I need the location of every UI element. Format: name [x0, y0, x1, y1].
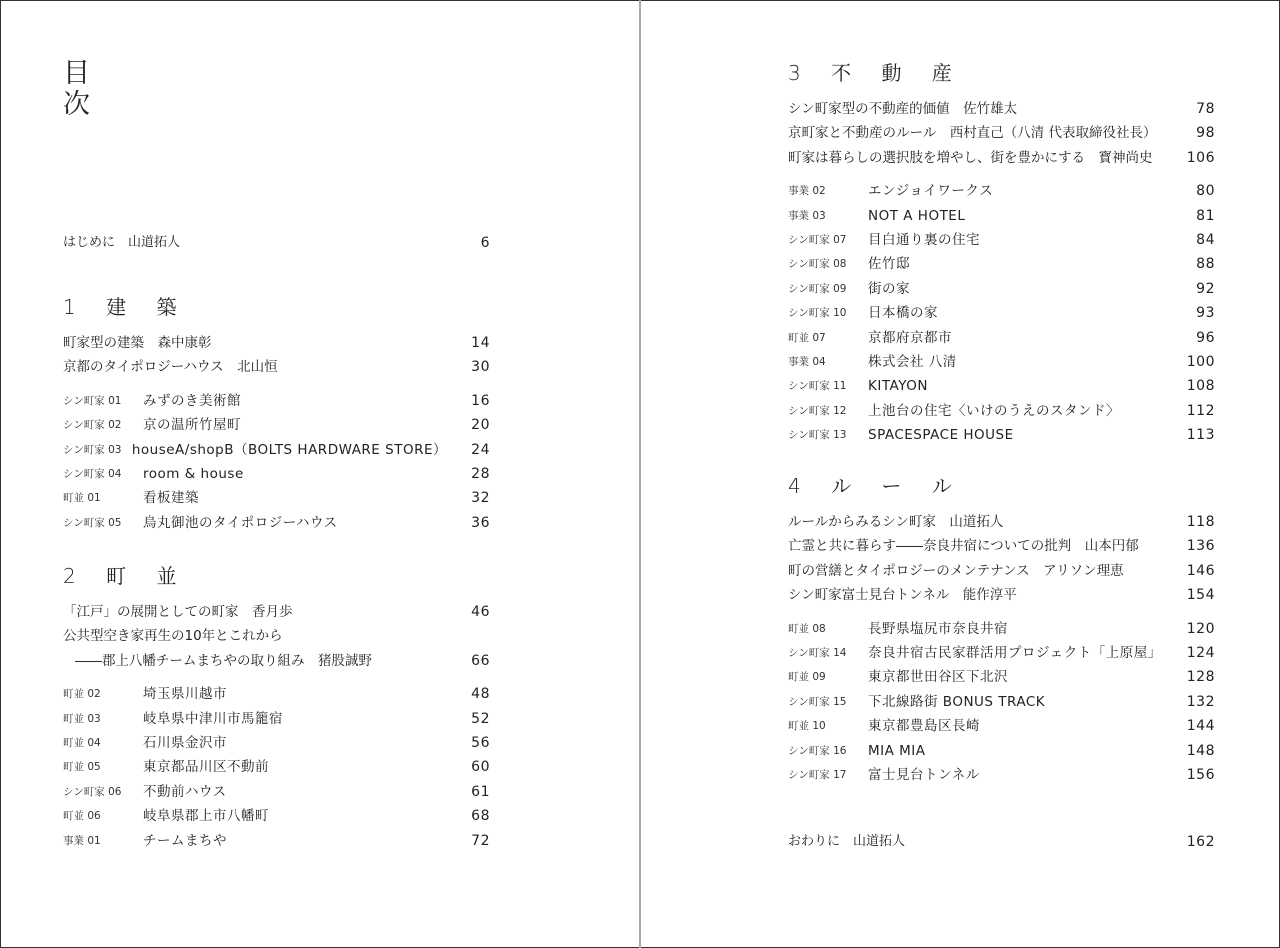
- toc-project-entry[interactable]: [63, 413, 490, 437]
- project-title: 不動前ハウス: [143, 783, 227, 800]
- project-title: チームまちや: [143, 832, 227, 849]
- project-title: NOT A HOTEL: [868, 207, 966, 224]
- project-code: 町並 08: [788, 622, 826, 635]
- project-title: 東京都品川区不動前: [143, 759, 269, 776]
- section-heading: 3 不 動 産: [788, 61, 964, 85]
- page-number: 46: [471, 604, 490, 620]
- toc-project-entry[interactable]: [788, 326, 1215, 350]
- project-code: シン町家 07: [788, 233, 847, 246]
- project-code: 町並 05: [63, 761, 101, 774]
- toc-project-entry[interactable]: [63, 511, 490, 535]
- project-title: 上池台の住宅〈いけのうえのスタンド〉: [868, 402, 1120, 419]
- page-number: 61: [471, 783, 490, 800]
- project-code: シン町家 04: [63, 467, 122, 480]
- page-number: 93: [1196, 305, 1215, 322]
- toc-project-entry[interactable]: [63, 707, 490, 731]
- toc-essay-entry[interactable]: [788, 97, 1215, 121]
- project-code: 町並 04: [63, 736, 101, 749]
- project-code: シン町家 06: [63, 785, 122, 798]
- page-number: 92: [1196, 280, 1215, 297]
- page-number: 136: [1186, 538, 1215, 555]
- project-title: 佐竹邸: [868, 256, 910, 273]
- page-number: 98: [1196, 125, 1215, 142]
- page-number: 32: [471, 490, 490, 507]
- essay-title: 公共型空き家再生の10年とこれから: [63, 628, 283, 645]
- project-title: 東京都豊島区長崎: [868, 718, 980, 735]
- project-code: シン町家 01: [63, 394, 122, 407]
- essay-title: 町家型の建築 森中康彰: [63, 335, 212, 351]
- project-title: 富士見台トンネル: [868, 766, 980, 783]
- toc-project-entry[interactable]: [63, 462, 490, 486]
- toc-project-entry[interactable]: [788, 252, 1215, 276]
- page-number: 162: [1186, 834, 1215, 850]
- toc-title-char: 次: [63, 89, 90, 120]
- project-title: 烏丸御池のタイポロジーハウス: [143, 514, 338, 531]
- essay-title: シン町家富士見台トンネル 能作淳平: [788, 587, 1017, 604]
- project-code: シン町家 17: [788, 768, 847, 781]
- toc-essay-entry[interactable]: [63, 649, 490, 673]
- intro-title: はじめに 山道拓人: [63, 235, 181, 250]
- project-code: シン町家 08: [788, 258, 847, 271]
- project-title: 目白通り裏の住宅: [868, 231, 980, 248]
- page-number: 118: [1186, 514, 1215, 530]
- spacer: [788, 608, 1215, 617]
- project-title: 株式会社 八清: [868, 353, 957, 370]
- project-title: 埼玉県川越市: [143, 686, 227, 703]
- project-code: 事業 03: [788, 209, 826, 222]
- toc-essay-entry[interactable]: [788, 583, 1215, 607]
- project-title: エンジョイワークス: [868, 183, 994, 200]
- project-title: MIA MIA: [868, 742, 926, 759]
- toc-project-entry[interactable]: [788, 228, 1215, 252]
- spacer: [788, 170, 1215, 179]
- page-number: 113: [1186, 427, 1215, 444]
- page-number: 24: [471, 441, 490, 458]
- page-gutter: [639, 0, 641, 948]
- toc-project-entry[interactable]: [788, 641, 1215, 665]
- essay-title: 京都のタイポロジーハウス 北山恒: [63, 359, 278, 376]
- right-page: [788, 0, 1215, 948]
- project-code: 事業 01: [63, 834, 101, 847]
- toc-project-entry[interactable]: [63, 731, 490, 755]
- toc-project-entry[interactable]: [788, 617, 1215, 641]
- toc-entry-outro[interactable]: [788, 830, 1215, 854]
- toc-project-entry[interactable]: [788, 301, 1215, 325]
- toc-project-entry[interactable]: [63, 780, 490, 804]
- page-number: 72: [471, 832, 490, 849]
- toc-project-entry[interactable]: [788, 714, 1215, 738]
- project-title: 街の家: [868, 280, 910, 297]
- page-number: 80: [1196, 183, 1215, 200]
- toc-title: [63, 58, 93, 120]
- toc-project-entry[interactable]: [788, 350, 1215, 374]
- project-title: KITAYON: [868, 378, 928, 395]
- page-number: 52: [471, 710, 490, 727]
- project-code: シン町家 12: [788, 404, 847, 417]
- project-code: シン町家 10: [788, 307, 847, 320]
- essay-title: シン町家型の不動産的価値 佐竹雄太: [788, 101, 1018, 117]
- project-code: 町並 07: [788, 331, 826, 344]
- essay-title: 町の営繕とタイポロジーのメンテナンス アリソン理恵: [788, 562, 1124, 579]
- toc-project-entry[interactable]: [788, 399, 1215, 423]
- page-number: 30: [471, 359, 490, 376]
- page-number: 60: [471, 759, 490, 776]
- project-code: 町並 03: [63, 712, 101, 725]
- toc-project-entry[interactable]: [63, 438, 490, 462]
- section-townscape: [63, 559, 490, 853]
- toc-project-entry[interactable]: [63, 804, 490, 828]
- page-number: 68: [471, 808, 490, 825]
- project-code: 町並 06: [63, 810, 101, 823]
- section-heading: 2 町 並: [63, 564, 189, 588]
- essay-title: 亡霊と共に暮らす――奈良井宿についての批判 山本円郁: [788, 538, 1139, 555]
- project-code: シン町家 05: [63, 516, 122, 529]
- page-number: 16: [471, 392, 490, 409]
- page-number: 146: [1186, 562, 1215, 579]
- project-title: 奈良井宿古民家群活用プロジェクト「上原屋」: [868, 644, 1162, 661]
- project-title: 京の温所竹屋町: [143, 417, 241, 434]
- toc-project-entry[interactable]: [63, 829, 490, 853]
- essay-title: ルールからみるシン町家 山道拓人: [788, 514, 1004, 530]
- project-code: シン町家 14: [788, 646, 847, 659]
- page-number: 28: [471, 465, 490, 482]
- page-number: 128: [1186, 669, 1215, 686]
- toc-essay-entry[interactable]: [63, 331, 490, 355]
- page-number: 78: [1196, 101, 1215, 117]
- page-number: 84: [1196, 231, 1215, 248]
- toc-project-entry[interactable]: [63, 682, 490, 706]
- toc-project-entry[interactable]: [788, 665, 1215, 689]
- left-page: [63, 0, 490, 948]
- project-title: みずのき美術館: [143, 392, 241, 409]
- page-number: 100: [1186, 353, 1215, 370]
- page-number: 124: [1186, 644, 1215, 661]
- toc-project-entry[interactable]: [788, 374, 1215, 398]
- page-number: 81: [1196, 207, 1215, 224]
- project-code: 町並 10: [788, 720, 826, 733]
- project-code: 事業 04: [788, 355, 826, 368]
- project-title: houseA/shopB（BOLTS HARDWARE STORE）: [131, 441, 447, 458]
- toc-project-entry[interactable]: [788, 423, 1215, 447]
- spacer: [63, 380, 490, 389]
- toc-essay-entry[interactable]: [788, 559, 1215, 583]
- page-number: 108: [1186, 378, 1215, 395]
- project-code: 町並 01: [63, 492, 101, 505]
- toc-project-entry[interactable]: [788, 763, 1215, 787]
- toc-project-entry[interactable]: [63, 486, 490, 510]
- toc-project-entry[interactable]: [788, 277, 1215, 301]
- page-number: 6: [480, 235, 490, 251]
- toc-essay-entry[interactable]: [63, 624, 490, 648]
- spacer: [63, 673, 490, 682]
- toc-essay-entry[interactable]: [788, 121, 1215, 145]
- project-code: シン町家 16: [788, 744, 847, 757]
- project-title: 長野県塩尻市奈良井宿: [868, 620, 1008, 637]
- section-architecture: [63, 290, 490, 535]
- project-code: シン町家 13: [788, 429, 847, 442]
- essay-title: ――郡上八幡チームまちやの取り組み 猪股誠野: [75, 652, 372, 669]
- toc-essay-entry[interactable]: [788, 510, 1215, 534]
- page-number: 154: [1186, 587, 1215, 604]
- page-number: 132: [1186, 693, 1215, 710]
- toc-project-entry[interactable]: [788, 204, 1215, 228]
- project-title: 下北線路街 BONUS TRACK: [868, 693, 1046, 710]
- project-code: シン町家 15: [788, 695, 847, 708]
- essay-title: 京町家と不動産のルール 西村直己（八清 代表取締役社長）: [788, 125, 1157, 142]
- toc-project-entry[interactable]: [788, 690, 1215, 714]
- project-code: シン町家 09: [788, 282, 847, 295]
- toc-project-entry[interactable]: [788, 739, 1215, 763]
- toc-essay-entry[interactable]: [63, 600, 490, 624]
- project-code: シン町家 11: [788, 380, 847, 393]
- toc-project-entry[interactable]: [63, 755, 490, 779]
- project-title: 岐阜県中津川市馬籠宿: [143, 710, 283, 727]
- toc-essay-entry[interactable]: [788, 534, 1215, 558]
- page-number: 148: [1186, 742, 1215, 759]
- page-number: 36: [471, 514, 490, 531]
- section-heading: 4 ル ー ル: [788, 474, 964, 498]
- project-code: 町並 02: [63, 688, 101, 701]
- essay-title: 町家は暮らしの選択肢を増やし、街を豊かにする 寳神尚史: [788, 149, 1153, 166]
- page-number: 112: [1186, 402, 1215, 419]
- page-number: 106: [1186, 149, 1215, 166]
- page-number: 48: [471, 686, 490, 703]
- project-title: 石川県金沢市: [143, 734, 227, 751]
- project-title: 日本橋の家: [868, 305, 938, 322]
- project-title: 京都府京都市: [868, 329, 952, 346]
- toc-essay-entry[interactable]: [63, 355, 490, 379]
- page-number: 144: [1186, 718, 1215, 735]
- project-code: シン町家 03: [63, 443, 122, 456]
- project-title: SPACESPACE HOUSE: [868, 427, 1014, 444]
- page-number: 66: [471, 652, 490, 669]
- section-rules: [788, 469, 1215, 787]
- page-number: 156: [1186, 766, 1215, 783]
- page-number: 56: [471, 734, 490, 751]
- page-number: 14: [471, 335, 490, 351]
- page-number: 88: [1196, 256, 1215, 273]
- outro-title: おわりに 山道拓人: [788, 834, 906, 849]
- page-number: 20: [471, 417, 490, 434]
- toc-title-char: 目: [63, 58, 90, 89]
- page-number: 96: [1196, 329, 1215, 346]
- section-real-estate: [788, 56, 1215, 447]
- toc-project-entry[interactable]: [788, 179, 1215, 203]
- essay-title: 「江戸」の展開としての町家 香月歩: [63, 604, 293, 620]
- project-title: 岐阜県郡上市八幡町: [143, 808, 269, 825]
- section-heading: 1 建 築: [63, 295, 189, 319]
- toc-project-entry[interactable]: [63, 389, 490, 413]
- project-title: room & house: [143, 465, 244, 482]
- page-number: [440, 624, 490, 648]
- project-code: 事業 02: [788, 185, 826, 198]
- page-number: 120: [1186, 620, 1215, 637]
- project-title: 看板建築: [143, 490, 199, 507]
- project-code: 町並 09: [788, 671, 826, 684]
- toc-entry-intro[interactable]: [63, 231, 490, 255]
- toc-essay-entry[interactable]: [788, 146, 1215, 170]
- project-code: シン町家 02: [63, 419, 122, 432]
- project-title: 東京都世田谷区下北沢: [868, 669, 1008, 686]
